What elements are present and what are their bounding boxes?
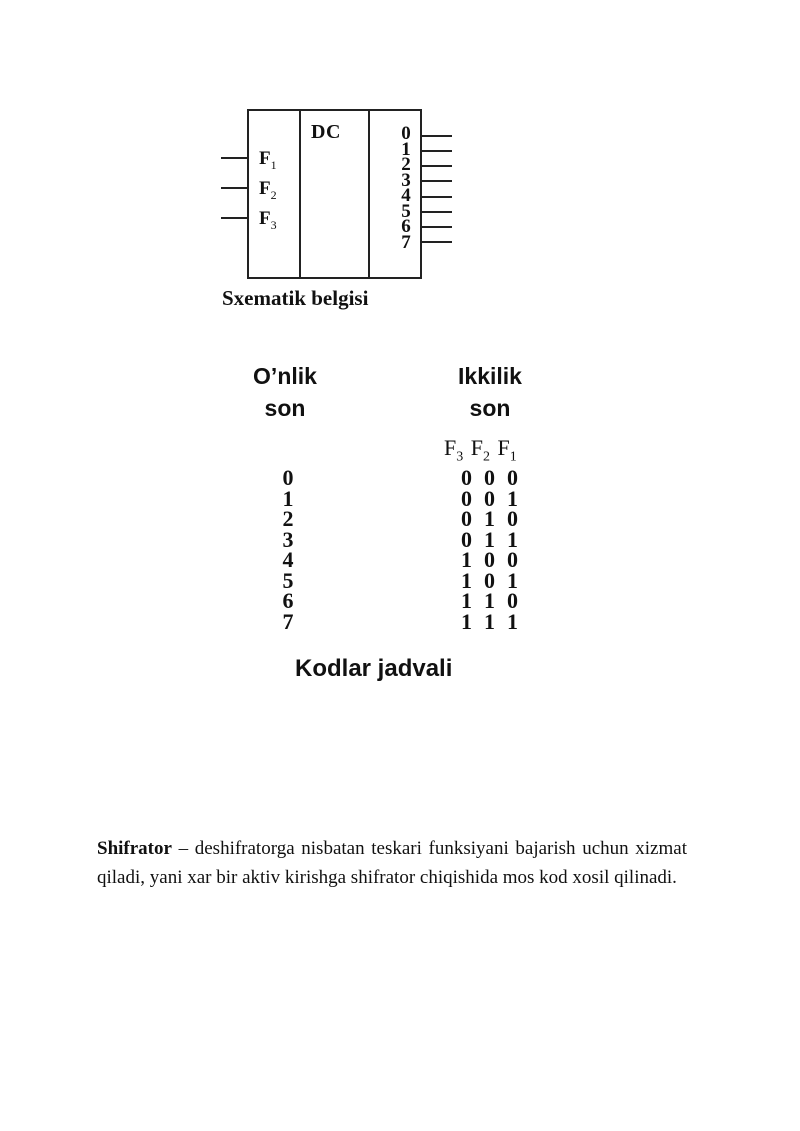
input-line-f2 bbox=[221, 187, 248, 189]
binary-header-line1: Ikkilik bbox=[458, 363, 522, 389]
output-line bbox=[422, 180, 452, 182]
output-number: 0 bbox=[401, 123, 411, 144]
binary-row: 0 1 1 bbox=[461, 526, 518, 552]
decimal-value: 3 bbox=[282, 526, 294, 552]
output-number: 1 bbox=[401, 138, 411, 160]
output-line bbox=[422, 150, 452, 152]
input-line-f3 bbox=[221, 217, 248, 219]
input-label-f3: $F_3$ bbox=[259, 208, 277, 232]
binary-row: 0 0 1 bbox=[461, 485, 518, 511]
decimal-header-line1: O’nlik bbox=[253, 363, 317, 389]
output-number: 7 bbox=[401, 231, 411, 253]
binary-row: 0 1 0 bbox=[461, 506, 518, 531]
decimal-value: 0 bbox=[282, 465, 294, 490]
decimal-value: 1 bbox=[282, 485, 294, 511]
input-line-f1 bbox=[221, 157, 248, 159]
column-label-f2: $F_2$ bbox=[470, 435, 490, 465]
code-table bbox=[230, 360, 570, 690]
decoder-symbol bbox=[220, 106, 460, 316]
output-line bbox=[422, 135, 452, 137]
output-line bbox=[422, 241, 452, 243]
output-line bbox=[422, 196, 452, 198]
output-numbers bbox=[396, 123, 416, 253]
paragraph-text: – deshifratorga nisbatan teskari funksiyani bajarish uchun xizmat qiladi, yani xar bir aktiv kirishga shifrator chiqishida mos kod xosil qilinadi. bbox=[97, 838, 687, 888]
input-label-f1: $F_1$ bbox=[259, 148, 277, 172]
table-caption: Kodlar jadvali bbox=[295, 655, 453, 682]
binary-row: 0 0 0 bbox=[461, 465, 518, 490]
output-line bbox=[422, 226, 452, 228]
description-paragraph bbox=[97, 834, 687, 892]
binary-row: 1 0 1 bbox=[461, 567, 518, 593]
column-label-f3: $F_3$ bbox=[444, 435, 464, 465]
output-line bbox=[422, 211, 452, 213]
decimal-value: 6 bbox=[282, 588, 294, 613]
decimal-column bbox=[278, 465, 298, 634]
output-number: 2 bbox=[401, 154, 411, 175]
decimal-value: 7 bbox=[282, 608, 294, 634]
decimal-header bbox=[230, 360, 340, 424]
output-line bbox=[422, 165, 452, 167]
binary-header-line2: son bbox=[469, 395, 511, 421]
symbol-caption: Sxematik belgisi bbox=[222, 286, 369, 310]
binary-row: 1 1 1 bbox=[461, 608, 518, 634]
binary-row: 1 0 0 bbox=[461, 547, 518, 572]
binary-column bbox=[455, 465, 524, 634]
input-label-f2: $F_2$ bbox=[259, 178, 277, 202]
decimal-value: 4 bbox=[282, 547, 294, 572]
decoder-title: DC bbox=[311, 121, 341, 143]
output-number: 3 bbox=[401, 169, 411, 191]
binary-header bbox=[430, 360, 550, 424]
binary-row: 1 1 0 bbox=[461, 588, 518, 613]
decoder-divider-right bbox=[368, 111, 370, 277]
paragraph-term: Shifrator bbox=[97, 838, 172, 859]
decimal-value: 5 bbox=[282, 567, 294, 593]
binary-column-labels bbox=[444, 435, 517, 465]
output-number: 6 bbox=[401, 216, 411, 237]
output-number: 4 bbox=[401, 185, 411, 206]
decoder-divider-left bbox=[299, 111, 301, 277]
decimal-header-line2: son bbox=[264, 395, 306, 421]
output-number: 5 bbox=[401, 200, 411, 222]
decimal-value: 2 bbox=[282, 506, 294, 531]
column-label-f1: $F_1$ bbox=[497, 435, 517, 465]
